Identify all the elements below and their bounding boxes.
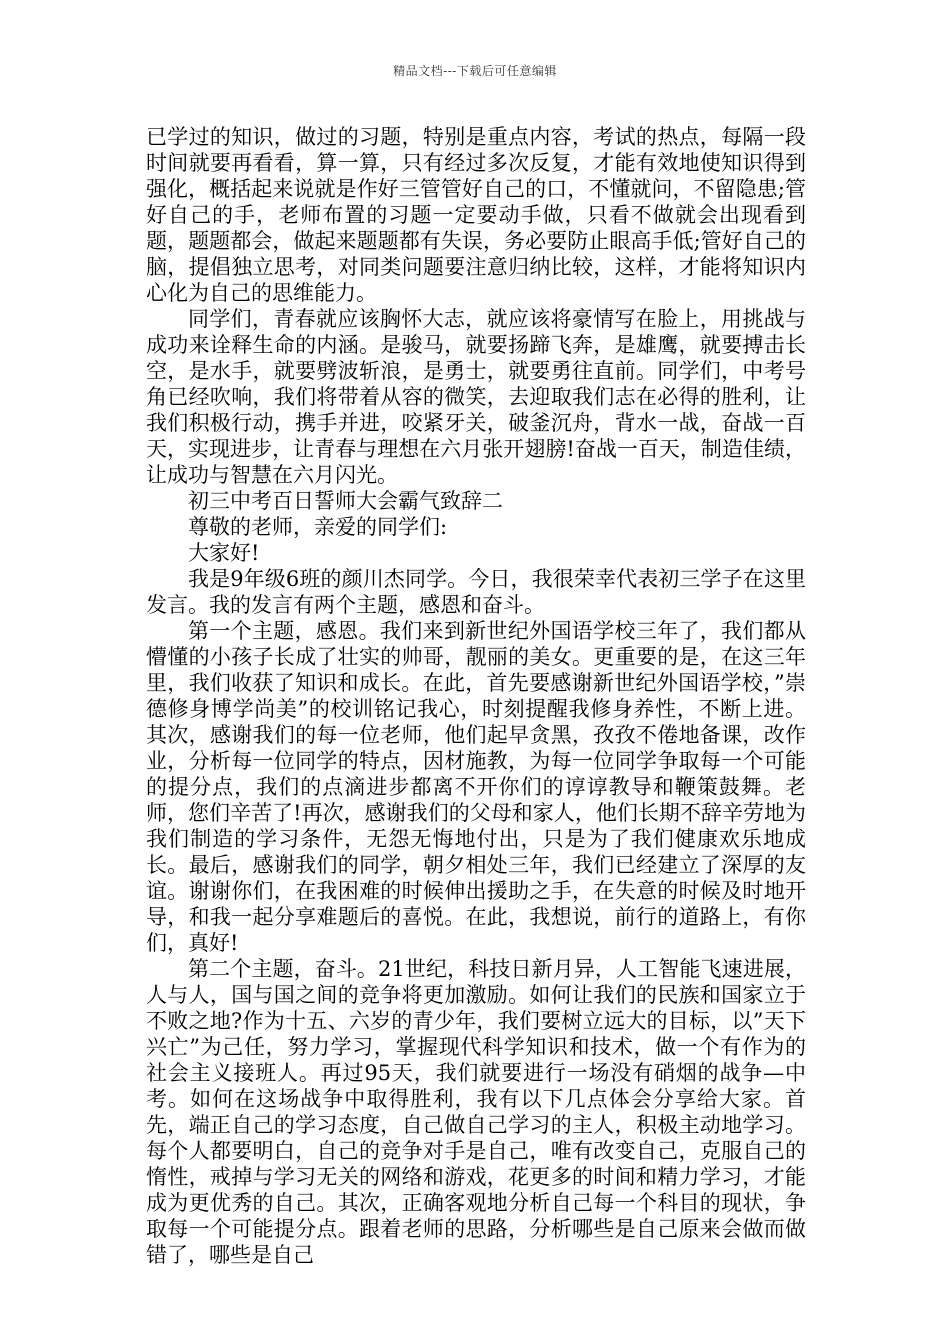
document-body [146,124,806,1268]
paragraph-1: 已学过的知识，做过的习题，特别是重点内容，考试的热点，每隔一段时间就要再看看，算一算，只有经过多次反复，才能有效地使知识得到强化，概括起来说就是作好三管管好自己的口，不懂就问，不留隐患;管好自己的手，老师布置的习题一定要动手做，只看不做就会出现看到题，题题都会，做起来题题都有失误，务必要防止眼高手低;管好自己的脑，提倡独立思考，对同类问题要注意归纳比较，这样，才能将知识内心化为自己的思维能力。 [146,125,806,305]
paragraph-gratitude: 第一个主题，感恩。我们来到新世纪外国语学校三年了，我们都从懵懂的小孩子长成了壮实的帅哥，靓丽的美女。更重要的是，在这三年里，我们收获了知识和成长。在此，首先要感谢新世纪外国语学校，”崇德修身博学尚美”的校训铭记我心，时刻提醒我修身养性，不断上进。其次，感谢我们的每一位老师，他们起早贪黑，孜孜不倦地备课，改作业，分析每一位同学的特点，因材施教，为每一位同学争取每一个可能的提分点，我们的点滴进步都离不开你们的谆谆教导和鞭策鼓舞。老师，您们辛苦了!再次，感谢我们的父母和家人，他们长期不辞辛劳地为我们制造的学习条件，无怨无悔地付出，只是为了我们健康欢乐地成长。最后，感谢我们的同学，朝夕相处三年，我们已经建立了深厚的友谊。谢谢你们，在我困难的时候伸出援助之手，在失意的时候及时地开导，和我一起分享难题后的喜悦。在此，我想说，前行的道路上，有你们，真好! [146,619,806,955]
section-title: 初三中考百日誓师大会霸气致辞二 [188,489,503,513]
greeting: 大家好! [188,541,260,565]
page-header: 精品文档---下载后可任意编辑 [393,64,557,78]
paragraph-struggle: 第二个主题，奋斗。21世纪，科技日新月异，人工智能飞速进展，人与人，国与国之间的竞争将更加激励。如何让我们的民族和国家立于不败之地?作为十五、六岁的青少年，我们要树立远大的目标，以”天下兴亡”为己任，努力学习，掌握现代科学知识和技术，做一个有作为的社会主义接班人。再过95天，我们就要进行一场没有硝烟的战争—中考。如何在这场战争中取得胜利，我有以下几点体会分享给大家。首先，端正自己的学习态度，自己做自己学习的主人，积极主动地学习。每个人都要明白，自己的竞争对手是自己，唯有改变自己，克服自己的惰性，戒掉与学习无关的网络和游戏，花更多的时间和精力学习，才能成为更优秀的自己。其次，正确客观地分析自己每一个科目的现状，争取每一个可能提分点。跟着老师的思路，分析哪些是自己原来会做而做错了，哪些是自己 [146,957,806,1267]
paragraph-intro: 我是9年级6班的颜川杰同学。今日，我很荣幸代表初三学子在这里发言。我的发言有两个主题，感恩和奋斗。 [146,567,806,617]
salutation: 尊敬的老师，亲爱的同学们: [188,515,448,539]
paragraph-2: 同学们，青春就应该胸怀大志，就应该将豪情写在脸上，用挑战与成功来诠释生命的内涵。是骏马，就要扬蹄飞奔，是雄鹰，就要搏击长空，是水手，就要劈波斩浪，是勇士，就要勇往直前。同学们，中考号角已经吹响，我们将带着从容的微笑，去迎取我们志在必得的胜利，让我们积极行动，携手并进，咬紧牙关，破釜沉舟，背水一战，奋战一百天，实现进步，让青春与理想在六月张开翅膀!奋战一百天，制造佳绩，让成功与智慧在六月闪光。 [146,307,806,487]
